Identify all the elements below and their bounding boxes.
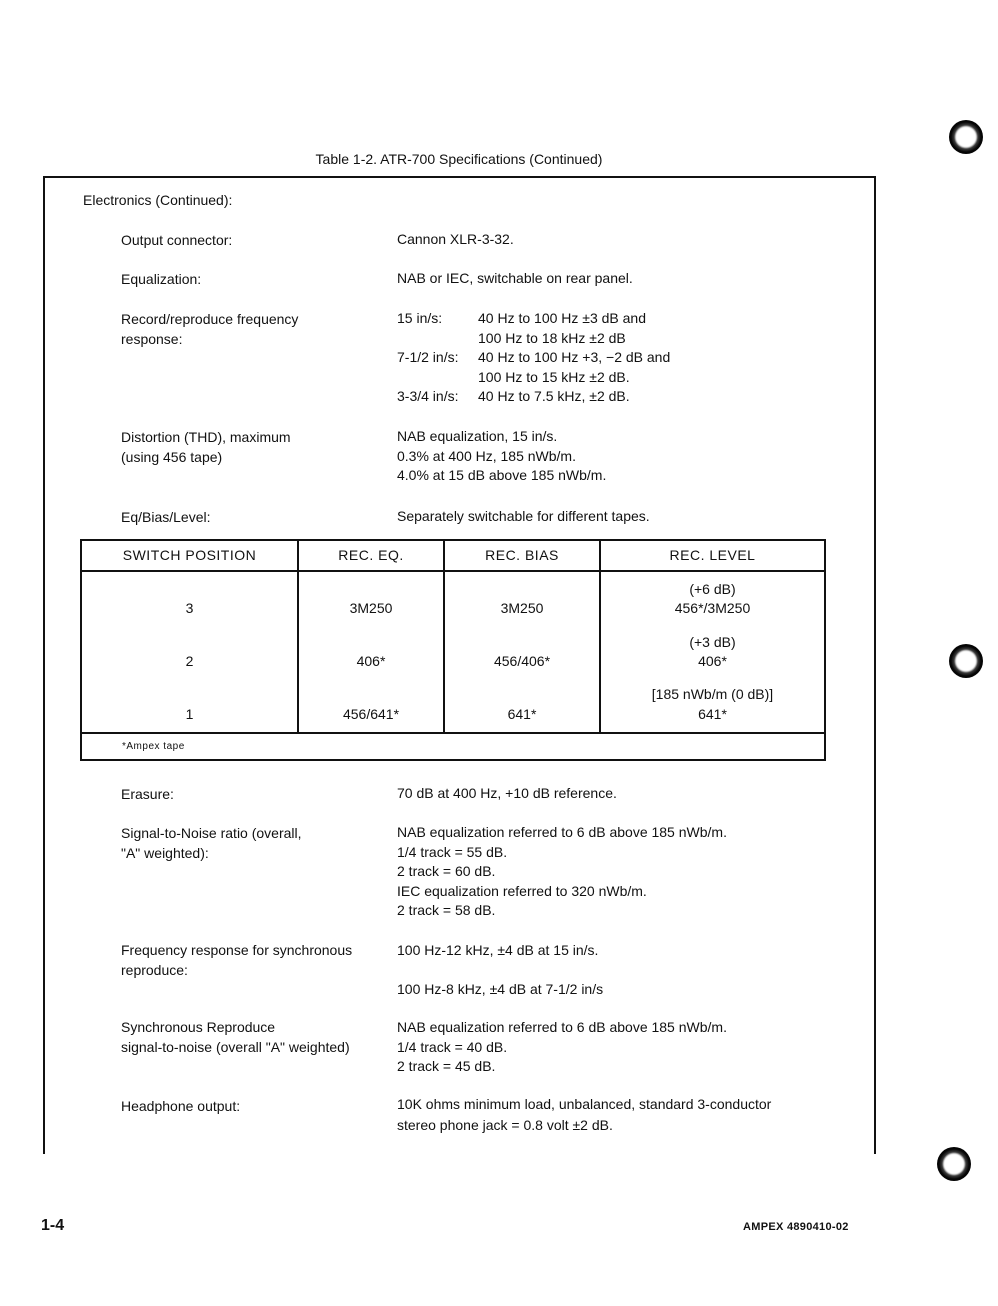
spec-label-distortion: Distortion (THD), maximum (using 456 tape) [121, 429, 291, 465]
table-footnote: *Ampex tape [122, 741, 185, 752]
page-number: 1-4 [41, 1217, 65, 1234]
binder-hole-bottom [937, 1147, 971, 1181]
spec-value-eq-bias-level: Separately switchable for different tapes. [397, 508, 650, 524]
cell-rec-level: 406* [698, 653, 727, 669]
spec-label-equalization: Equalization: [121, 271, 202, 287]
table-column-divider [443, 541, 445, 732]
table-footnote-divider [82, 732, 824, 734]
speed-row-7-5: 7-1/2 in/s: 40 Hz to 100 Hz +3, −2 dB and 100 Hz to 15 kHz ±2 dB. [397, 349, 671, 385]
spec-value-headphone-output: 10K ohms minimum load, unbalanced, standard 3-conductor stereo phone jack = 0.8 volt ±2 dB. [397, 1096, 772, 1133]
cell-rec-level-note: [185 nWb/m (0 dB)] [651, 686, 774, 702]
document-id: AMPEX 4890410-02 [743, 1221, 849, 1233]
spec-value-frequency-response [397, 309, 857, 407]
spec-value-sync-frequency-response: 100 Hz-12 kHz, ±4 dB at 15 in/s. 100 Hz-8 kHz, ±4 dB at 7-1/2 in/s [397, 942, 604, 998]
frame-right-rule [874, 176, 876, 1154]
binder-hole-top [949, 120, 983, 154]
cell-rec-eq: 3M250 [349, 600, 393, 616]
cell-position: 3 [185, 600, 194, 616]
spec-label-eq-bias-level: Eq/Bias/Level: [121, 509, 211, 525]
spec-value-distortion: NAB equalization, 15 in/s. 0.3% at 400 Hz, 185 nWb/m. 4.0% at 15 dB above 185 nWb/m. [397, 428, 607, 484]
spec-label-frequency-response: Record/reproduce frequency response: [121, 311, 299, 347]
frame-top-rule [43, 176, 876, 178]
spec-value-erasure: 70 dB at 400 Hz, +10 dB reference. [397, 785, 617, 801]
table-column-divider [297, 541, 299, 732]
speed-row-15: 15 in/s: 40 Hz to 100 Hz ±3 dB and 100 Hz to 18 kHz ±2 dB [397, 310, 647, 346]
cell-rec-level-note: (+3 dB) [689, 634, 736, 650]
spec-label-headphone-output: Headphone output: [121, 1098, 241, 1114]
spec-label-erasure: Erasure: [121, 786, 174, 802]
spec-label-signal-to-noise: Signal-to-Noise ratio (overall, "A" weighted): [121, 825, 302, 861]
spec-label-output-connector: Output connector: [121, 232, 233, 248]
cell-position: 1 [185, 706, 194, 722]
table-title: Table 1-2. ATR-700 Specifications (Continued) [315, 151, 603, 167]
cell-rec-eq: 406* [356, 653, 386, 669]
header-rec-level: REC. LEVEL [669, 547, 756, 563]
cell-rec-level: 641* [698, 706, 727, 722]
spec-value-equalization: NAB or IEC, switchable on rear panel. [397, 270, 633, 286]
spec-label-sync-signal-to-noise: Synchronous Reproduce signal-to-noise (overall "A" weighted) [121, 1019, 350, 1055]
switch-position-table [80, 539, 826, 761]
frame-left-rule [43, 176, 45, 1154]
cell-position: 2 [185, 653, 194, 669]
speed-row-3-75: 3-3/4 in/s: 40 Hz to 7.5 kHz, ±2 dB. [397, 388, 630, 405]
spec-value-signal-to-noise: NAB equalization referred to 6 dB above 185 nWb/m. 1/4 track = 55 dB. 2 track = 60 dB. IEC equalization referred to 320 nWb/m. 2 track = 58 dB. [397, 824, 727, 919]
cell-rec-eq: 456/641* [342, 706, 400, 722]
binder-hole-middle [949, 644, 983, 678]
section-heading: Electronics (Continued): [83, 192, 233, 208]
cell-rec-level: 456*/3M250 [674, 600, 751, 616]
spec-value-output-connector: Cannon XLR-3-32. [397, 231, 514, 247]
header-rec-bias: REC. BIAS [485, 547, 559, 563]
cell-rec-bias: 456/406* [493, 653, 551, 669]
header-switch-position: SWITCH POSITION [122, 547, 257, 563]
header-rec-eq: REC. EQ. [338, 547, 404, 563]
spec-label-sync-frequency-response: Frequency response for synchronous reproduce: [121, 942, 353, 978]
cell-rec-level-note: (+6 dB) [689, 581, 736, 597]
cell-rec-bias: 641* [507, 706, 537, 722]
spec-value-sync-signal-to-noise: NAB equalization referred to 6 dB above 185 nWb/m. 1/4 track = 40 dB. 2 track = 45 dB. [397, 1019, 727, 1075]
cell-rec-bias: 3M250 [500, 600, 544, 616]
